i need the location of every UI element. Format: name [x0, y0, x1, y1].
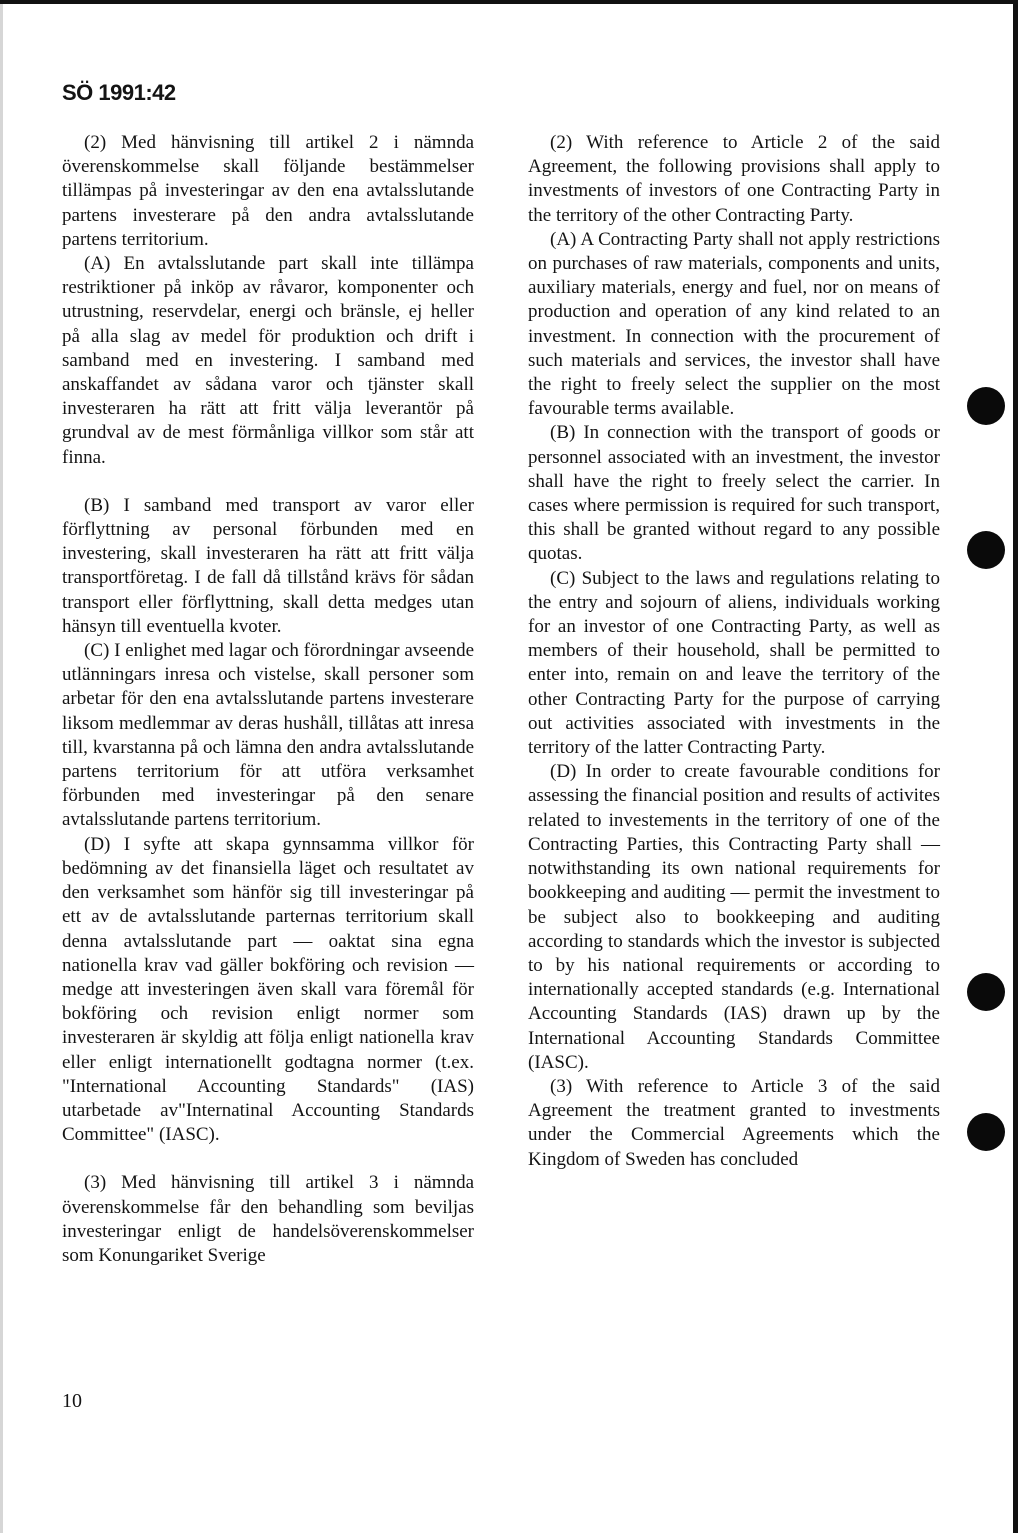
margin-marker-dot: [967, 1113, 1005, 1151]
paragraph-2-en: (2) With reference to Article 2 of the said Agreement, the following provisions shall apply to investments of investors of one Contracting Party in the territory of the other Contracting Party.: [528, 132, 940, 226]
paragraph-2b-en: (B) In connection with the transport of goods or personnel associated with an investment, the investor shall have the right to freely select the carrier. In cases where permission is required for such transport, this shall be granted without regard to any possible quotas.: [528, 422, 940, 565]
swedish-text-column: [62, 131, 474, 1268]
paragraph-2c-sv: (C) I enlighet med lagar och förordningar avseende utlänningars inresa och vistelse, skall personer som arbetar för den ena avtalsslutande partens investerare liksom medlemmar av deras hushåll, tillåtas att inresa till, kvarstanna på och lämna den andra avtalsslutande partens territorium för att utföra verksamhet förbunden med investeringar på den senare avtalsslutande partens territorium.: [62, 640, 474, 831]
paragraph-2c-en: (C) Subject to the laws and regulations relating to the entry and sojourn of aliens, individuals working for an investor of one Contracting Party, as well as members of their household, shall be permitted to enter into, remain on and leave the territory of the other Contracting Party for the purpose of carrying out activities associated with investments in the territory of the latter Contracting Party.: [528, 567, 940, 759]
paragraph-2b-sv: (B) I samband med transport av varor eller förflyttning av personal förbunden med en investering, skall investeraren ha rätt att fritt välja transportföretag. I de fall då tillstånd krävs för sådan transport eller förflyttning, skall detta medges utan hänsyn till eventuella kvoter.: [62, 494, 474, 637]
margin-marker-dot: [967, 387, 1005, 425]
paragraph-2a-en: (A) A Contracting Party shall not apply restrictions on purchases of raw materials, components and units, auxiliary materials, energy and fuel, nor on means of production and operation of any kind related to an investment. In connection with the procurement of such materials and services, the investor shall have the right to freely select the supplier on the most favourable terms available.: [528, 228, 940, 420]
paragraph-2d-en: (D) In order to create favourable conditions for assessing the financial position and results of activites related to investements in the territory of one of the Contracting Parties, this Contracting Party shall — notwithstanding its own national requirements for bookkeeping and auditing — permit the investment to be subject also to bookkeeping and auditing according to standards which the investor is subjected to by his national requirements or according to internationally accepted standards (e.g. International Accounting Standards (IAS) drawn up by the International Accounting Standards Committee (IASC).: [528, 761, 940, 1073]
margin-marker-dot: [967, 973, 1005, 1011]
paragraph-3-en: (3) With reference to Article 3 of the said Agreement the treatment granted to investments under the Commercial Agreements which the Kingdom of Sweden has concluded: [528, 1075, 940, 1170]
margin-marker-dot: [967, 531, 1005, 569]
paragraph-2a-sv: (A) En avtalsslutande part skall inte tillämpa restriktioner på inköp av råvaror, komponenter och utrustning, reservdelar, energi och bränsle, ej heller på alla slag av medel för produktion och drift i samband med en investering. I samband med anskaffandet av sådana varor och tjänster skall investeraren ha rätt att fritt välja leverantör på grundval av de mest förmånliga villkor som står att finna.: [62, 253, 474, 468]
paragraph-2d-sv: (D) I syfte att skapa gynnsamma villkor för bedömning av det finansiella läget och resultatet av den verksamhet som hänför sig till investeringar på ett av de avtalsslutande parternas territorium skall denna avtalsslutande part — oaktat sina egna nationella krav vad gäller bokföring och revision — medge att investeringen även skall vara föremål för bokföring och revision enligt normer som investeraren är skyldig att följa enligt nationella krav eller enligt internationellt godtagna normer (t.ex. "International Accounting Standards" (IAS) utarbetade av"Internatinal Accounting Standards Committee" (IASC).: [62, 833, 474, 1146]
paragraph-3-sv: (3) Med hänvisning till artikel 3 i nämnda överenskommelse får den behandling som beviljas investeringar enligt de handelsöverenskommelser som Konungariket Sverige: [62, 1172, 474, 1266]
document-reference: SÖ 1991:42: [62, 80, 176, 105]
english-text-column: [528, 131, 940, 1172]
paragraph-2-sv: (2) Med hänvisning till artikel 2 i nämnda överenskommelse skall följande bestämmelser tillämpas på investeringar av den ena avtalsslutande partens investerare på den andra avtalsslutande partens territorium.: [62, 132, 474, 250]
page-number: 10: [62, 1390, 82, 1412]
